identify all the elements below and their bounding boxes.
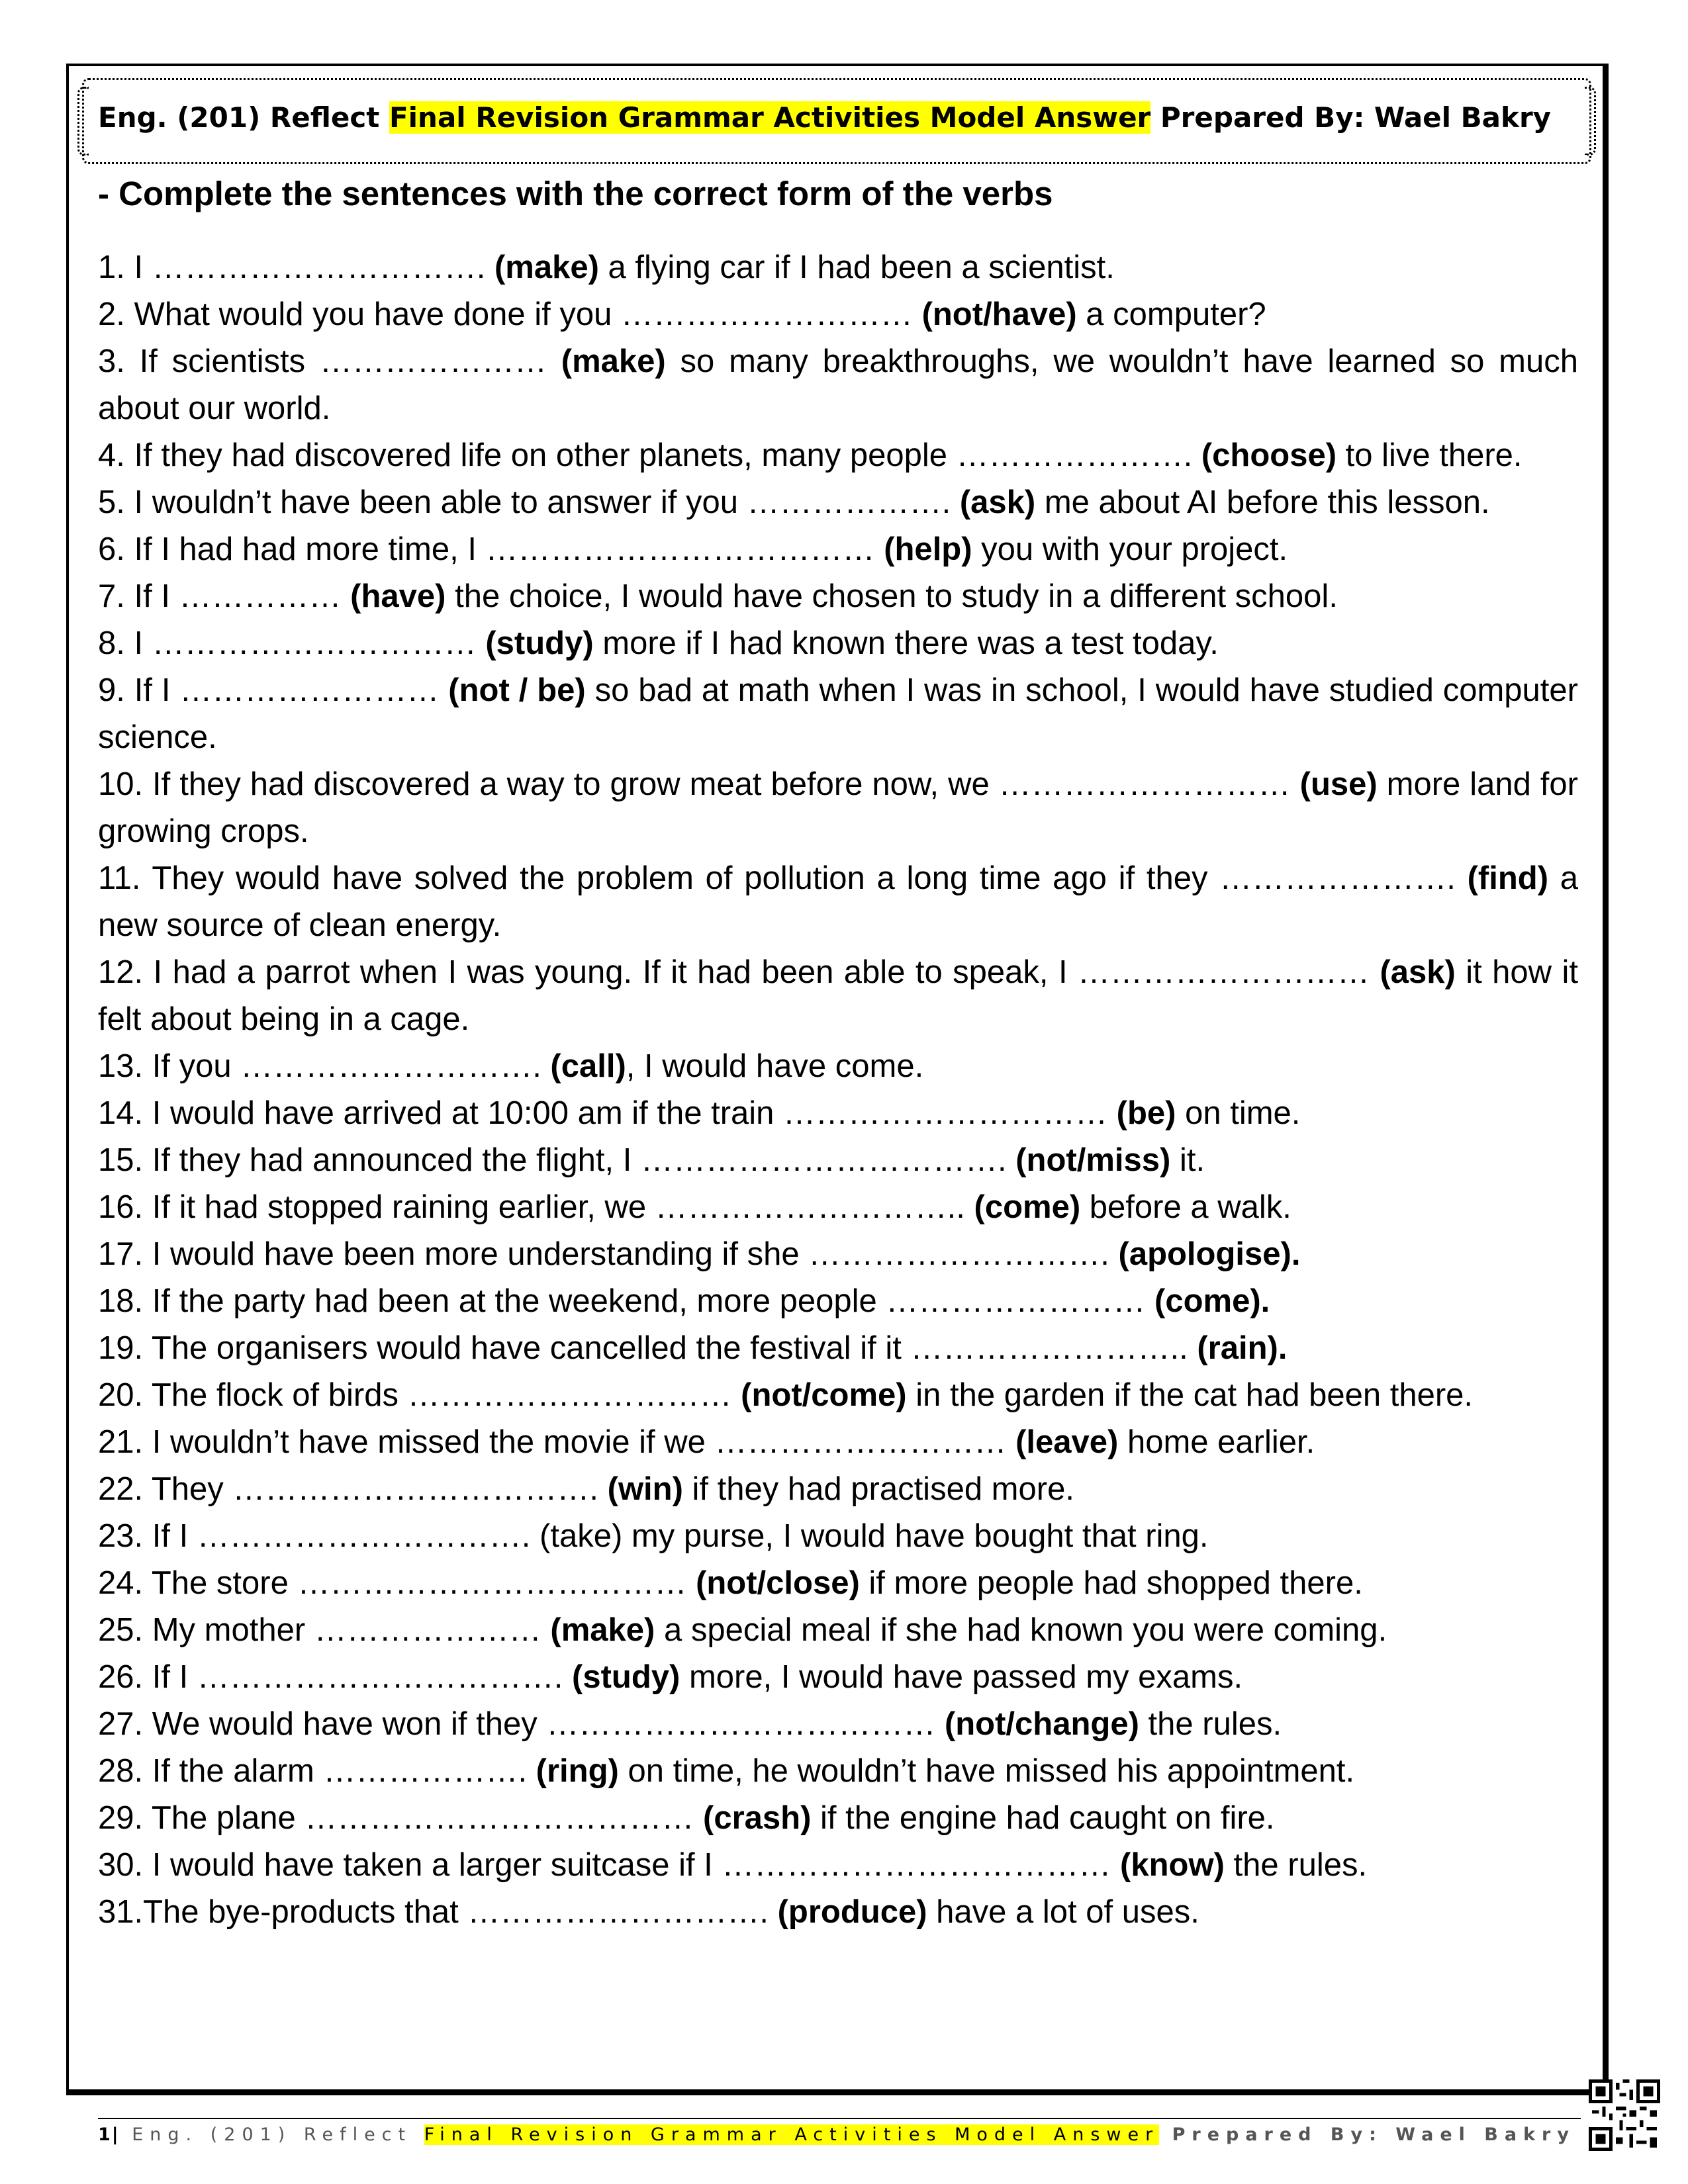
verb-hint: (come). (1154, 1283, 1270, 1319)
header-course: Eng. (201) Reflect (98, 101, 389, 134)
question-12: 12. I had a parrot when I was young. If it had been able to speak, I ……………………… (ask) it how it felt about being in a cage. (98, 954, 1579, 1037)
question-19: 19. The organisers would have cancelled the festival if it …………………….. (rain). (98, 1330, 1288, 1366)
question-31: 31.The bye-products that ………………………. (produce) have a lot of uses. (98, 1894, 1199, 1930)
verb-hint: (come) (974, 1189, 1081, 1225)
question-29: 29. The plane ……………………………… (crash) if the engine had caught on fire. (98, 1800, 1275, 1836)
question-6: 6. If I had had more time, I ……………………………… (help) you with your project. (98, 531, 1288, 567)
instruction: - Complete the sentences with the correct form of the verbs (98, 175, 1053, 212)
question-5: 5. I wouldn’t have been able to answer if you ………………. (ask) me about AI before this lesson. (98, 484, 1490, 520)
question-2: 2. What would you have done if you ……………………… (not/have) a computer? (98, 296, 1266, 332)
qr-code-icon (1589, 2079, 1660, 2151)
verb-hint: (rain). (1197, 1330, 1288, 1366)
verb-hint: (not/miss) (1015, 1142, 1171, 1178)
verb-hint: (not / be) (448, 672, 586, 708)
verb-hint: (call) (550, 1048, 626, 1084)
footer-author: Prepared By: Wael Bakry (1159, 2124, 1575, 2145)
question-17: 17. I would have been more understanding if she ………………………. (apologise). (98, 1236, 1301, 1272)
verb-hint: (make) (561, 343, 666, 379)
verb-hint: (make) (550, 1612, 655, 1648)
verb-hint: (ask) (959, 484, 1036, 520)
verb-hint: (not/have) (921, 296, 1077, 332)
page-number: 1| (98, 2124, 120, 2145)
verb-hint: (leave) (1015, 1424, 1119, 1460)
question-28: 28. If the alarm ………………. (ring) on time, he wouldn’t have missed his appointment. (98, 1753, 1355, 1789)
question-7: 7. If I …………… (have) the choice, I would have chosen to study in a different school. (98, 578, 1338, 614)
verb-hint: (not/close) (696, 1565, 860, 1601)
question-1: 1. I …………………………. (make) a flying car if I had been a scientist. (98, 250, 1115, 285)
verb-hint: (apologise). (1118, 1236, 1301, 1272)
question-10: 10. If they had discovered a way to grow meat before now, we ……………………… (use) more land for growing crops. (98, 766, 1578, 849)
verb-hint: (study) (572, 1659, 680, 1695)
verb-hint: (not/change) (944, 1706, 1139, 1742)
verb-hint: (choose) (1201, 437, 1337, 473)
verb-hint: (produce) (777, 1894, 927, 1930)
question-21: 21. I wouldn’t have missed the movie if we ……………………… (leave) home earlier. (98, 1424, 1315, 1460)
header-author: Prepared By: Wael Bakry (1150, 101, 1552, 134)
verb-hint: (use) (1299, 766, 1378, 802)
footer (98, 2118, 1581, 2148)
question-24: 24. The store ……………………………… (not/close) if more people had shopped there. (98, 1565, 1363, 1601)
question-11: 11. They would have solved the problem of pollution a long time ago if they …………………. (find) a new source of clean energy. (98, 860, 1578, 943)
header-title: Final Revision Grammar Activities Model Answer (389, 101, 1151, 134)
verb-hint: (make) (494, 250, 599, 285)
verb-hint: (study) (485, 625, 594, 661)
header (98, 98, 1574, 138)
verb-hint: (be) (1116, 1095, 1176, 1131)
question-18: 18. If the party had been at the weekend, more people …………………… (come). (98, 1283, 1270, 1319)
question-15: 15. If they had announced the flight, I ……………………………. (not/miss) it. (98, 1142, 1205, 1178)
question-20: 20. The flock of birds ………………………… (not/come) in the garden if the cat had been there. (98, 1377, 1474, 1413)
question-14: 14. I would have arrived at 10:00 am if the train ………………………… (be) on time. (98, 1095, 1301, 1131)
verb-hint: (help) (884, 531, 972, 567)
verb-hint: (find) (1467, 860, 1549, 896)
verb-hint: (not/come) (741, 1377, 907, 1413)
question-23: 23. If I …………………………. (take) my purse, I would have bought that ring. (98, 1518, 1209, 1554)
question-3: 3. If scientists ………………… (make) so many breakthroughs, we wouldn’t have learned so much about our world. (98, 343, 1578, 426)
verb-hint: (win) (607, 1471, 683, 1507)
question-4: 4. If they had discovered life on other planets, many people …………………. (choose) to live there. (98, 437, 1523, 473)
question-26: 26. If I ……………………………. (study) more, I would have passed my exams. (98, 1659, 1243, 1695)
question-22: 22. They ……………………………. (win) if they had practised more. (98, 1471, 1074, 1507)
question-25: 25. My mother ………………… (make) a special meal if she had known you were coming. (98, 1612, 1387, 1648)
question-8: 8. I ………………………… (study) more if I had known there was a test today. (98, 625, 1219, 661)
question-13: 13. If you ………………………. (call), I would have come. (98, 1048, 924, 1084)
verb-hint: (ring) (536, 1753, 619, 1789)
question-27: 27. We would have won if they ……………………………… (not/change) the rules. (98, 1706, 1282, 1742)
footer-title: Final Revision Grammar Activities Model Answer (424, 2124, 1160, 2145)
question-16: 16. If it had stopped raining earlier, we ……………………….. (come) before a walk. (98, 1189, 1291, 1225)
footer-course: Eng. (201) Reflect (132, 2124, 424, 2145)
verb-hint: (crash) (703, 1800, 812, 1836)
verb-hint: (ask) (1380, 954, 1456, 990)
question-list (98, 244, 1578, 1936)
verb-hint: (know) (1120, 1847, 1225, 1883)
question-30: 30. I would have taken a larger suitcase if I ……………………………… (know) the rules. (98, 1847, 1368, 1883)
verb-hint: (have) (350, 578, 446, 614)
question-9: 9. If I …………………… (not / be) so bad at math when I was in school, I would have studied computer science. (98, 672, 1578, 755)
